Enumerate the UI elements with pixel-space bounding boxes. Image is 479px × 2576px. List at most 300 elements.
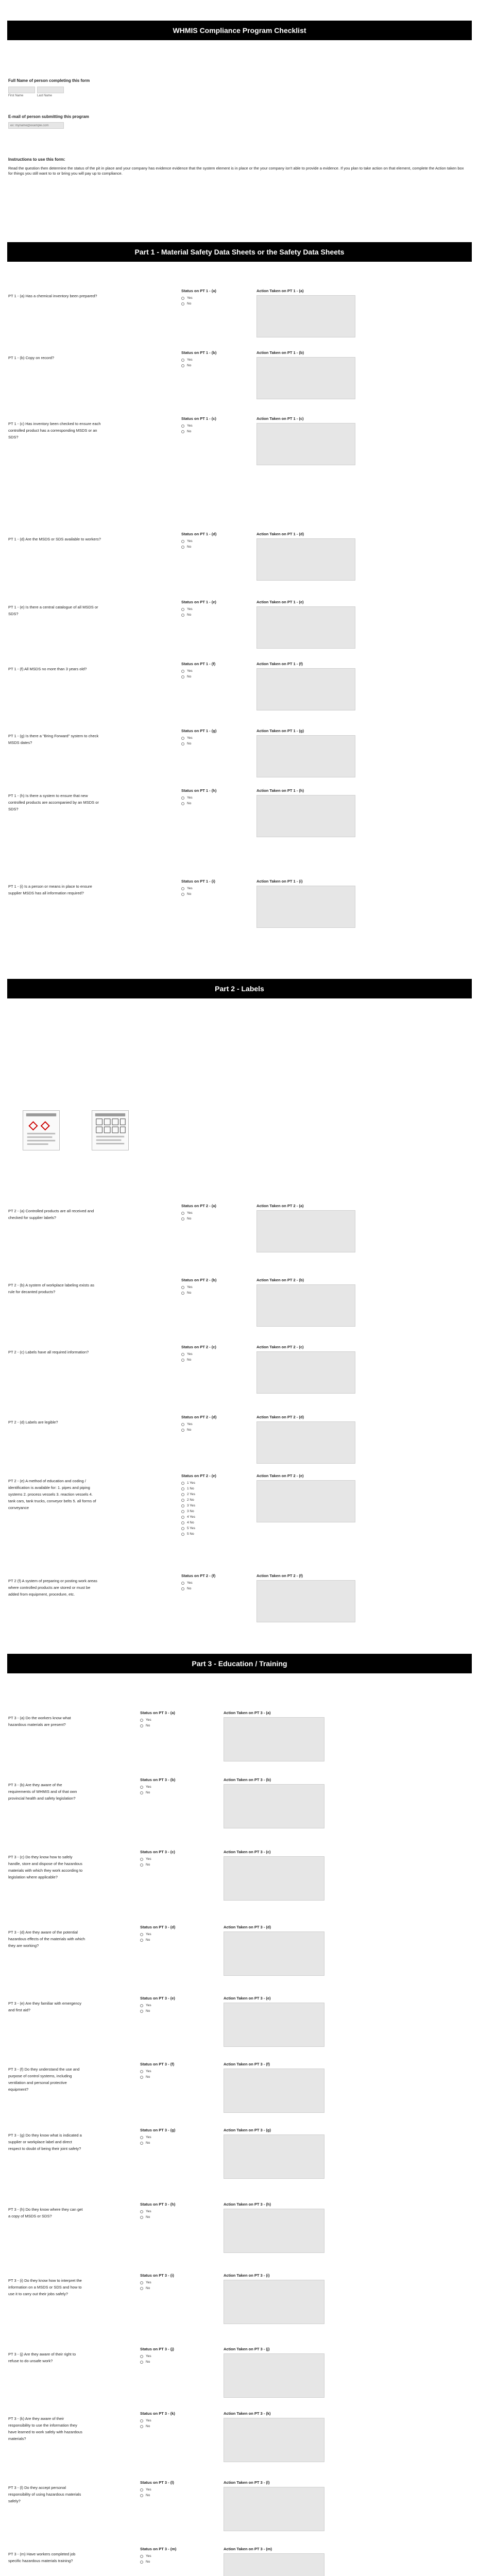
- radio-button[interactable]: [140, 2216, 143, 2219]
- status-option[interactable]: [181, 886, 228, 891]
- status-group-pt2-b: [181, 1278, 228, 1296]
- radio-button[interactable]: [181, 359, 184, 362]
- option-label: 1 Yes: [187, 1481, 195, 1485]
- action-label: Action Taken on PT 1 - (i): [256, 879, 303, 884]
- question-pt1-b: PT 1 - (b) Copy on record?: [8, 355, 55, 360]
- status-option[interactable]: [140, 2353, 186, 2359]
- status-option[interactable]: [140, 2008, 186, 2014]
- option-label: Yes: [146, 2354, 151, 2358]
- action-label: Action Taken on PT 2 - (c): [256, 1345, 304, 1349]
- status-option[interactable]: [140, 2553, 186, 2559]
- action-textarea[interactable]: [224, 2209, 324, 2253]
- option-label: Yes: [187, 736, 193, 740]
- option-label: Yes: [146, 2210, 151, 2213]
- radio-button[interactable]: [140, 2561, 143, 2564]
- action-textarea[interactable]: [224, 2353, 324, 2398]
- status-option[interactable]: [181, 1216, 228, 1222]
- section-title: Part 2 - Labels: [215, 985, 264, 993]
- question-pt1-g: PT 1 - (g) Is there a "Bring Forward" system to check MSDS dates?: [8, 734, 99, 745]
- action-label: Action Taken on PT 1 - (h): [256, 788, 304, 793]
- action-textarea[interactable]: [256, 1351, 355, 1394]
- status-label: Status on PT 3 - (e): [140, 1996, 175, 2001]
- status-option[interactable]: [181, 612, 228, 618]
- radio-button[interactable]: [181, 364, 184, 367]
- status-option[interactable]: [181, 668, 228, 674]
- action-textarea[interactable]: [256, 1284, 355, 1327]
- option-label: No: [146, 1863, 150, 1867]
- status-option[interactable]: [181, 606, 228, 612]
- action-group-pt2-d: [256, 1415, 355, 1464]
- radio-button[interactable]: [181, 1582, 184, 1585]
- radio-button[interactable]: [181, 1510, 184, 1513]
- radio-button[interactable]: [140, 2555, 143, 2558]
- status-option[interactable]: [181, 295, 228, 301]
- status-option[interactable]: [181, 1486, 228, 1492]
- option-label: Yes: [187, 358, 193, 362]
- option-label: Yes: [187, 669, 193, 673]
- question-pt3-i: PT 3 - (i) Do they know how to interpret the information on a MSDS or SDS and how to use it to carry out their jobs safely?: [8, 2278, 82, 2296]
- action-group-pt2-c: [256, 1345, 355, 1394]
- first-name-field[interactable]: [8, 87, 35, 93]
- radio-button[interactable]: [140, 2281, 143, 2284]
- radio-button[interactable]: [181, 1359, 184, 1362]
- action-textarea[interactable]: [256, 1480, 355, 1522]
- status-option[interactable]: [181, 741, 228, 747]
- radio-button[interactable]: [181, 297, 184, 300]
- radio-button[interactable]: [181, 546, 184, 549]
- email-label: E-mail of person submitting this program: [8, 114, 89, 119]
- question-pt1-e: PT 1 - (e) Is there a central catalogue of all MSDS or SDS?: [8, 605, 98, 616]
- radio-button[interactable]: [181, 1286, 184, 1289]
- radio-button[interactable]: [181, 1521, 184, 1524]
- action-textarea[interactable]: [256, 735, 355, 777]
- radio-button[interactable]: [181, 1482, 184, 1485]
- status-option[interactable]: [140, 1856, 186, 1862]
- action-label: Action Taken on PT 3 - (d): [224, 1925, 271, 1929]
- action-group-pt3-b: [224, 1777, 324, 1828]
- radio-button[interactable]: [181, 1504, 184, 1507]
- warning-label-image: [23, 1110, 60, 1150]
- radio-button[interactable]: [181, 1429, 184, 1432]
- action-textarea[interactable]: [224, 1784, 324, 1828]
- radio-button[interactable]: [140, 2355, 143, 2358]
- action-textarea[interactable]: [256, 1421, 355, 1464]
- question-pt2-c: PT 2 - (c) Labels have all required information?: [8, 1350, 89, 1354]
- status-option[interactable]: [181, 357, 228, 363]
- radio-button[interactable]: [140, 2004, 143, 2007]
- action-textarea[interactable]: [256, 606, 355, 649]
- status-option[interactable]: [181, 1514, 228, 1520]
- option-label: No: [187, 302, 192, 306]
- question-pt3-j: PT 3 - (j) Are they aware of their right to refuse to do unsafe work?: [8, 2352, 76, 2363]
- option-label: Yes: [146, 1857, 151, 1861]
- instructions-text: Read the question then determine the status of the pit in place and your company has evidence evidence that the system element is in place or the your company isn't able to provide a evidence. If you plan to take action on that element, complete the Action taken box for things you still want to to or bring you will pay up to compliance.: [8, 166, 464, 176]
- status-option[interactable]: [140, 2214, 186, 2220]
- action-textarea[interactable]: [256, 538, 355, 581]
- status-option[interactable]: [181, 301, 228, 307]
- radio-button[interactable]: [181, 737, 184, 740]
- radio-button[interactable]: [140, 1719, 143, 1722]
- action-label: Action Taken on PT 2 - (a): [256, 1204, 304, 1208]
- email-input[interactable]: [8, 122, 64, 129]
- action-group-pt1-d: [256, 532, 355, 581]
- status-group-pt1-i: [181, 879, 228, 897]
- radio-button[interactable]: [181, 430, 184, 433]
- status-option[interactable]: [140, 2493, 186, 2498]
- action-textarea[interactable]: [224, 2418, 324, 2462]
- question-pt1-f: PT 1 - (f) All MSDS no more than 3 years old?: [8, 667, 87, 671]
- status-option[interactable]: [181, 1531, 228, 1537]
- status-option[interactable]: [181, 1480, 228, 1486]
- question-pt1-a: PT 1 - (a) Has a chemical inventory been prepared?: [8, 294, 97, 298]
- radio-button[interactable]: [140, 1724, 143, 1727]
- radio-button[interactable]: [181, 1493, 184, 1496]
- action-group-pt2-b: [256, 1278, 355, 1327]
- option-label: 2 No: [187, 1498, 194, 1502]
- option-label: Yes: [146, 2004, 151, 2007]
- action-label: Action Taken on PT 3 - (h): [224, 2202, 271, 2207]
- radio-button[interactable]: [181, 1516, 184, 1519]
- question-pt3-h: PT 3 - (h) Do they know where they can get a copy of MSDS or SDS?: [8, 2207, 83, 2218]
- option-label: No: [146, 2009, 150, 2013]
- radio-button[interactable]: [140, 1858, 143, 1861]
- option-label: Yes: [146, 2419, 151, 2422]
- option-label: Yes: [187, 1352, 193, 1356]
- action-textarea[interactable]: [256, 886, 355, 928]
- status-option[interactable]: [140, 2134, 186, 2140]
- option-label: No: [187, 545, 192, 549]
- status-group-pt3-j: [140, 2347, 186, 2365]
- question-pt3-a: PT 3 - (a) Do the workers know what hazardous materials are present?: [8, 1716, 71, 1727]
- radio-button[interactable]: [140, 2488, 143, 2492]
- status-option[interactable]: [140, 1862, 186, 1868]
- action-label: Action Taken on PT 3 - (i): [224, 2273, 270, 2278]
- status-label: Status on PT 3 - (d): [140, 1925, 176, 1929]
- status-option[interactable]: [181, 429, 228, 434]
- option-label: Yes: [187, 539, 193, 543]
- action-textarea[interactable]: [224, 1931, 324, 1976]
- option-label: 2 Yes: [187, 1493, 195, 1496]
- status-label: Status on PT 3 - (k): [140, 2411, 175, 2416]
- action-textarea[interactable]: [256, 668, 355, 710]
- status-option[interactable]: [140, 2359, 186, 2365]
- status-option[interactable]: [181, 538, 228, 544]
- status-label: Status on PT 3 - (a): [140, 1710, 175, 1715]
- status-label: Status on PT 3 - (j): [140, 2347, 174, 2351]
- question-pt1-c: PT 1 - (c) Has inventory been checked to ensure each controlled product has a corresponding MSDS or an SDS?: [8, 421, 101, 439]
- status-group-pt1-g: [181, 728, 228, 747]
- status-group-pt3-a: [140, 1710, 186, 1728]
- action-textarea[interactable]: [256, 1580, 355, 1622]
- radio-button[interactable]: [181, 1423, 184, 1426]
- question-pt3-d: PT 3 - (d) Are they aware of the potential hazardous effects of the materials with which they are working?: [8, 1930, 85, 1948]
- radio-button[interactable]: [140, 2210, 143, 2213]
- action-textarea[interactable]: [224, 2069, 324, 2113]
- radio-button[interactable]: [140, 1791, 143, 1794]
- action-textarea[interactable]: [224, 2553, 324, 2576]
- action-label: Action Taken on PT 1 - (c): [256, 416, 304, 421]
- status-label: Status on PT 2 - (b): [181, 1278, 217, 1282]
- action-textarea[interactable]: [224, 2487, 324, 2531]
- status-option[interactable]: [181, 1526, 228, 1531]
- action-label: Action Taken on PT 3 - (e): [224, 1996, 271, 2001]
- section-title: Part 3 - Education / Training: [192, 1659, 287, 1668]
- option-label: Yes: [187, 1422, 193, 1426]
- status-group-pt3-i: [140, 2273, 186, 2291]
- status-label: Status on PT 1 - (i): [181, 879, 215, 884]
- status-group-pt2-e: [181, 1473, 228, 1537]
- option-label: Yes: [146, 2554, 151, 2558]
- option-label: 1 No: [187, 1487, 194, 1490]
- option-label: No: [146, 2425, 150, 2428]
- option-label: No: [187, 1291, 192, 1295]
- status-label: Status on PT 1 - (c): [181, 416, 216, 421]
- question-pt3-e: PT 3 - (e) Are they familiar with emergency and first aid?: [8, 2001, 81, 2012]
- status-group-pt3-m: [140, 2547, 186, 2565]
- status-option[interactable]: [181, 1210, 228, 1216]
- status-option[interactable]: [181, 1351, 228, 1357]
- radio-button[interactable]: [140, 2142, 143, 2145]
- action-group-pt1-h: [256, 788, 355, 837]
- status-option[interactable]: [140, 2424, 186, 2429]
- status-group-pt1-f: [181, 662, 228, 680]
- radio-button[interactable]: [181, 1353, 184, 1356]
- action-label: Action Taken on PT 3 - (c): [224, 1850, 271, 1854]
- radio-button[interactable]: [181, 802, 184, 805]
- option-label: 5 No: [187, 1532, 194, 1536]
- status-label: Status on PT 2 - (a): [181, 1204, 216, 1208]
- question-pt3-g: PT 3 - (g) Do they know what is indicated a supplier or workplace label and direct respect to doubt of being their joint safety?: [8, 2133, 82, 2151]
- action-textarea[interactable]: [256, 795, 355, 837]
- action-group-pt3-c: [224, 1850, 324, 1901]
- status-option[interactable]: [181, 423, 228, 429]
- radio-button[interactable]: [140, 2136, 143, 2139]
- status-label: Status on PT 1 - (e): [181, 600, 216, 604]
- status-option[interactable]: [140, 2487, 186, 2493]
- radio-button[interactable]: [140, 1933, 143, 1936]
- radio-button[interactable]: [140, 2010, 143, 2013]
- status-option[interactable]: [140, 2069, 186, 2074]
- status-option[interactable]: [181, 1497, 228, 1503]
- option-label: No: [146, 2494, 150, 2497]
- action-textarea[interactable]: [256, 1210, 355, 1252]
- status-option[interactable]: [140, 2280, 186, 2285]
- status-group-pt3-h: [140, 2202, 186, 2220]
- action-group-pt3-k: [224, 2411, 324, 2462]
- status-option[interactable]: [181, 735, 228, 741]
- status-label: Status on PT 3 - (f): [140, 2062, 175, 2066]
- action-textarea[interactable]: [224, 2134, 324, 2179]
- option-label: Yes: [146, 2070, 151, 2073]
- status-group-pt3-c: [140, 1850, 186, 1868]
- radio-button[interactable]: [181, 1292, 184, 1295]
- name-label: Full Name of person completing this form: [8, 78, 90, 83]
- status-option[interactable]: [140, 1937, 186, 1943]
- status-option[interactable]: [181, 1509, 228, 1514]
- radio-button[interactable]: [140, 1786, 143, 1789]
- status-group-pt1-h: [181, 788, 228, 806]
- radio-button[interactable]: [140, 1939, 143, 1942]
- instructions-title: Instructions to use this form:: [8, 157, 65, 162]
- section-banner: [7, 1654, 472, 1673]
- status-option[interactable]: [181, 1580, 228, 1586]
- action-label: Action Taken on PT 3 - (l): [224, 2480, 270, 2485]
- status-group-pt2-f: [181, 1573, 228, 1591]
- radio-button[interactable]: [181, 675, 184, 679]
- option-label: Yes: [187, 1285, 193, 1289]
- radio-button[interactable]: [181, 1499, 184, 1502]
- last-name-field[interactable]: [37, 87, 64, 93]
- radio-button[interactable]: [181, 1527, 184, 1530]
- status-option[interactable]: [140, 2559, 186, 2565]
- action-textarea[interactable]: [256, 295, 355, 337]
- status-option[interactable]: [140, 1790, 186, 1795]
- radio-button[interactable]: [181, 425, 184, 428]
- radio-button[interactable]: [140, 2494, 143, 2497]
- radio-button[interactable]: [181, 1533, 184, 1536]
- option-label: Yes: [146, 2488, 151, 2492]
- radio-button[interactable]: [181, 608, 184, 611]
- status-option[interactable]: [181, 1492, 228, 1497]
- action-group-pt3-f: [224, 2062, 324, 2113]
- option-label: No: [187, 892, 192, 896]
- status-option[interactable]: [140, 2418, 186, 2424]
- action-textarea[interactable]: [256, 357, 355, 399]
- radio-button[interactable]: [181, 1487, 184, 1490]
- radio-button[interactable]: [181, 887, 184, 890]
- question-pt2-f: PT 2 (f) A system of preparing or posting work areas where controlled products are stored or must be added from equipment, procedure, etc.: [8, 1579, 97, 1597]
- status-option[interactable]: [181, 891, 228, 897]
- radio-button[interactable]: [140, 2361, 143, 2364]
- action-group-pt1-g: [256, 728, 355, 777]
- option-label: Yes: [187, 607, 193, 611]
- status-group-pt1-e: [181, 600, 228, 618]
- radio-button[interactable]: [181, 670, 184, 673]
- status-option[interactable]: [181, 1586, 228, 1591]
- radio-button[interactable]: [181, 540, 184, 543]
- status-option[interactable]: [140, 2140, 186, 2146]
- option-label: No: [187, 1358, 192, 1362]
- action-label: Action Taken on PT 3 - (j): [224, 2347, 270, 2351]
- option-label: No: [146, 2215, 150, 2219]
- action-group-pt3-h: [224, 2202, 324, 2253]
- question-pt3-l: PT 3 - (l) Do they accept personal responsibility of using hazardous materials safely?: [8, 2485, 81, 2503]
- radio-button[interactable]: [140, 1863, 143, 1867]
- action-label: Action Taken on PT 3 - (b): [224, 1777, 271, 1782]
- option-label: No: [187, 1587, 192, 1590]
- action-textarea[interactable]: [224, 2280, 324, 2324]
- action-group-pt3-g: [224, 2128, 324, 2179]
- status-group-pt3-l: [140, 2480, 186, 2498]
- radio-button[interactable]: [181, 1587, 184, 1590]
- option-label: No: [146, 2360, 150, 2364]
- status-option[interactable]: [181, 1357, 228, 1363]
- radio-button[interactable]: [140, 2419, 143, 2422]
- action-textarea[interactable]: [224, 1717, 324, 1761]
- radio-button[interactable]: [181, 614, 184, 617]
- action-group-pt1-a: [256, 289, 355, 337]
- action-group-pt2-a: [256, 1204, 355, 1252]
- option-label: Yes: [146, 1933, 151, 1936]
- status-option[interactable]: [140, 2003, 186, 2008]
- action-textarea[interactable]: [224, 1856, 324, 1901]
- status-option[interactable]: [140, 1717, 186, 1723]
- action-label: Action Taken on PT 1 - (a): [256, 289, 304, 293]
- option-label: 3 No: [187, 1510, 194, 1513]
- first-name-sublabel: First Name: [8, 94, 24, 97]
- status-label: Status on PT 3 - (b): [140, 1777, 176, 1782]
- option-label: 4 No: [187, 1521, 194, 1524]
- radio-button[interactable]: [181, 893, 184, 896]
- radio-button[interactable]: [140, 2425, 143, 2428]
- radio-button[interactable]: [181, 796, 184, 800]
- status-option[interactable]: [181, 1290, 228, 1296]
- option-label: No: [187, 364, 192, 367]
- status-option[interactable]: [181, 795, 228, 801]
- action-textarea[interactable]: [256, 423, 355, 465]
- action-label: Action Taken on PT 3 - (g): [224, 2128, 271, 2132]
- status-option[interactable]: [140, 1931, 186, 1937]
- section-banner: [7, 979, 472, 998]
- status-option[interactable]: [181, 1503, 228, 1509]
- action-group-pt1-f: [256, 662, 355, 710]
- radio-button[interactable]: [181, 302, 184, 306]
- status-group-pt1-c: [181, 416, 228, 434]
- radio-button[interactable]: [140, 2287, 143, 2290]
- radio-button[interactable]: [140, 2076, 143, 2079]
- action-textarea[interactable]: [224, 2003, 324, 2047]
- option-label: No: [187, 675, 192, 679]
- status-option[interactable]: [140, 1723, 186, 1728]
- status-label: Status on PT 2 - (c): [181, 1345, 216, 1349]
- question-pt3-c: PT 3 - (c) Do they know how to safely handle, store and dispose of the hazardous materials with which they work according to legislation where applicable?: [8, 1855, 83, 1879]
- status-label: Status on PT 3 - (g): [140, 2128, 176, 2132]
- status-label: Status on PT 3 - (h): [140, 2202, 176, 2207]
- status-option[interactable]: [140, 2074, 186, 2080]
- status-option[interactable]: [181, 1421, 228, 1427]
- question-pt2-e: PT 2 - (e) A method of education and coding / identification is available for: 1. pipes and piping systems 2. process vessels 3. reaction vessels 4. tank cars, tank trucks, conveyor belts 5. all forms of conveyance: [8, 1479, 96, 1510]
- status-option[interactable]: [181, 801, 228, 806]
- option-label: No: [187, 1428, 192, 1432]
- workplace-label-image: [92, 1110, 129, 1150]
- option-label: No: [187, 802, 192, 805]
- status-option[interactable]: [140, 2285, 186, 2291]
- action-label: Action Taken on PT 2 - (d): [256, 1415, 304, 1419]
- status-option[interactable]: [181, 1520, 228, 1526]
- radio-button[interactable]: [181, 1212, 184, 1215]
- status-option[interactable]: [140, 1784, 186, 1790]
- status-option[interactable]: [181, 363, 228, 368]
- status-option[interactable]: [181, 674, 228, 680]
- action-group-pt3-j: [224, 2347, 324, 2398]
- radio-button[interactable]: [181, 742, 184, 745]
- option-label: Yes: [187, 296, 193, 300]
- option-label: Yes: [187, 424, 193, 428]
- status-option[interactable]: [181, 1427, 228, 1433]
- status-option[interactable]: [140, 2209, 186, 2214]
- status-option[interactable]: [181, 544, 228, 550]
- action-group-pt3-l: [224, 2480, 324, 2531]
- action-group-pt2-f: [256, 1573, 355, 1622]
- radio-button[interactable]: [181, 1217, 184, 1221]
- status-option[interactable]: [181, 1284, 228, 1290]
- action-label: Action Taken on PT 1 - (g): [256, 728, 304, 733]
- option-label: Yes: [146, 2136, 151, 2139]
- action-group-pt3-a: [224, 1710, 324, 1761]
- option-label: Yes: [187, 1211, 193, 1215]
- radio-button[interactable]: [140, 2070, 143, 2073]
- question-pt2-b: PT 2 - (b) A system of workplace labeling exists as rule for decanted products?: [8, 1283, 95, 1294]
